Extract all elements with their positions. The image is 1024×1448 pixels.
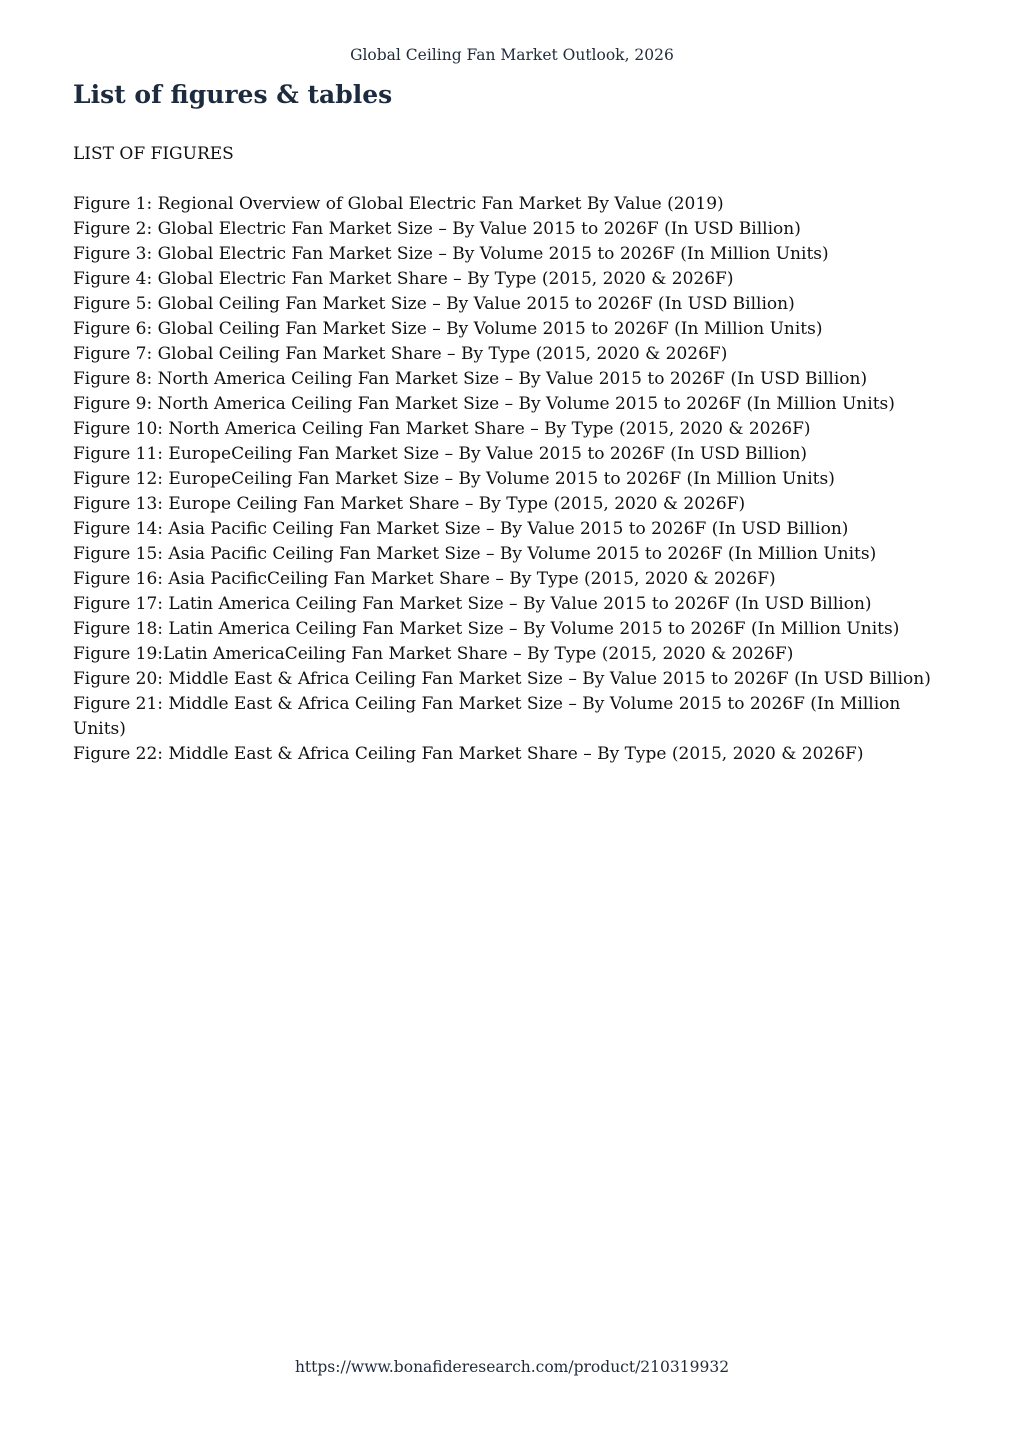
running-header: Global Ceiling Fan Market Outlook, 2026 [350, 46, 674, 64]
figure-entry-15: Figure 15: Asia Pacific Ceiling Fan Market Size – By Volume 2015 to 2026F (In Million Units) [73, 544, 877, 564]
figure-entry-12: Figure 12: EuropeCeiling Fan Market Size – By Volume 2015 to 2026F (In Million Units) [73, 469, 835, 489]
figure-entry-8: Figure 8: North America Ceiling Fan Market Size – By Value 2015 to 2026F (In USD Billion) [73, 369, 868, 389]
figure-entry-2: Figure 2: Global Electric Fan Market Size – By Value 2015 to 2026F (In USD Billion) [73, 219, 801, 239]
figure-entry-11: Figure 11: EuropeCeiling Fan Market Size – By Value 2015 to 2026F (In USD Billion) [73, 444, 808, 464]
figure-entry-13: Figure 13: Europe Ceiling Fan Market Share – By Type (2015, 2020 & 2026F) [73, 494, 746, 514]
figure-entry-14: Figure 14: Asia Pacific Ceiling Fan Market Size – By Value 2015 to 2026F (In USD Billion) [73, 519, 849, 539]
figure-entry-7: Figure 7: Global Ceiling Fan Market Share – By Type (2015, 2020 & 2026F) [73, 344, 728, 364]
figure-entry-22: Figure 22: Middle East & Africa Ceiling Fan Market Share – By Type (2015, 2020 & 2026F) [73, 744, 864, 764]
figure-entry-19: Figure 19:Latin AmericaCeiling Fan Market Share – By Type (2015, 2020 & 2026F) [73, 644, 794, 664]
figure-entry-4: Figure 4: Global Electric Fan Market Share – By Type (2015, 2020 & 2026F) [73, 269, 734, 289]
figure-entry-10: Figure 10: North America Ceiling Fan Market Share – By Type (2015, 2020 & 2026F) [73, 419, 811, 439]
figure-entry-6: Figure 6: Global Ceiling Fan Market Size – By Volume 2015 to 2026F (In Million Units) [73, 319, 823, 339]
figure-entry-21: Figure 21: Middle East & Africa Ceiling Fan Market Size – By Volume 2015 to 2026F (In Million Units) [73, 694, 901, 739]
footer-url: https://www.bonafideresearch.com/product/210319932 [294, 1358, 730, 1376]
figure-entry-3: Figure 3: Global Electric Fan Market Size – By Volume 2015 to 2026F (In Million Units) [73, 244, 829, 264]
figure-entry-17: Figure 17: Latin America Ceiling Fan Market Size – By Value 2015 to 2026F (In USD Billion) [73, 594, 872, 614]
figure-entry-18: Figure 18: Latin America Ceiling Fan Market Size – By Volume 2015 to 2026F (In Million Units) [73, 619, 900, 639]
figure-list [73, 192, 948, 767]
figure-entry-20: Figure 20: Middle East & Africa Ceiling Fan Market Size – By Value 2015 to 2026F (In USD Billion) [73, 669, 931, 689]
figure-entry-16: Figure 16: Asia PacificCeiling Fan Market Share – By Type (2015, 2020 & 2026F) [73, 569, 776, 589]
figure-entry-9: Figure 9: North America Ceiling Fan Market Size – By Volume 2015 to 2026F (In Million Units) [73, 394, 895, 414]
page-title: List of figures & tables [73, 80, 393, 109]
figure-entry-1: Figure 1: Regional Overview of Global Electric Fan Market By Value (2019) [73, 194, 724, 214]
figure-entry-5: Figure 5: Global Ceiling Fan Market Size – By Value 2015 to 2026F (In USD Billion) [73, 294, 795, 314]
list-of-figures-heading: LIST OF FIGURES [73, 144, 234, 164]
